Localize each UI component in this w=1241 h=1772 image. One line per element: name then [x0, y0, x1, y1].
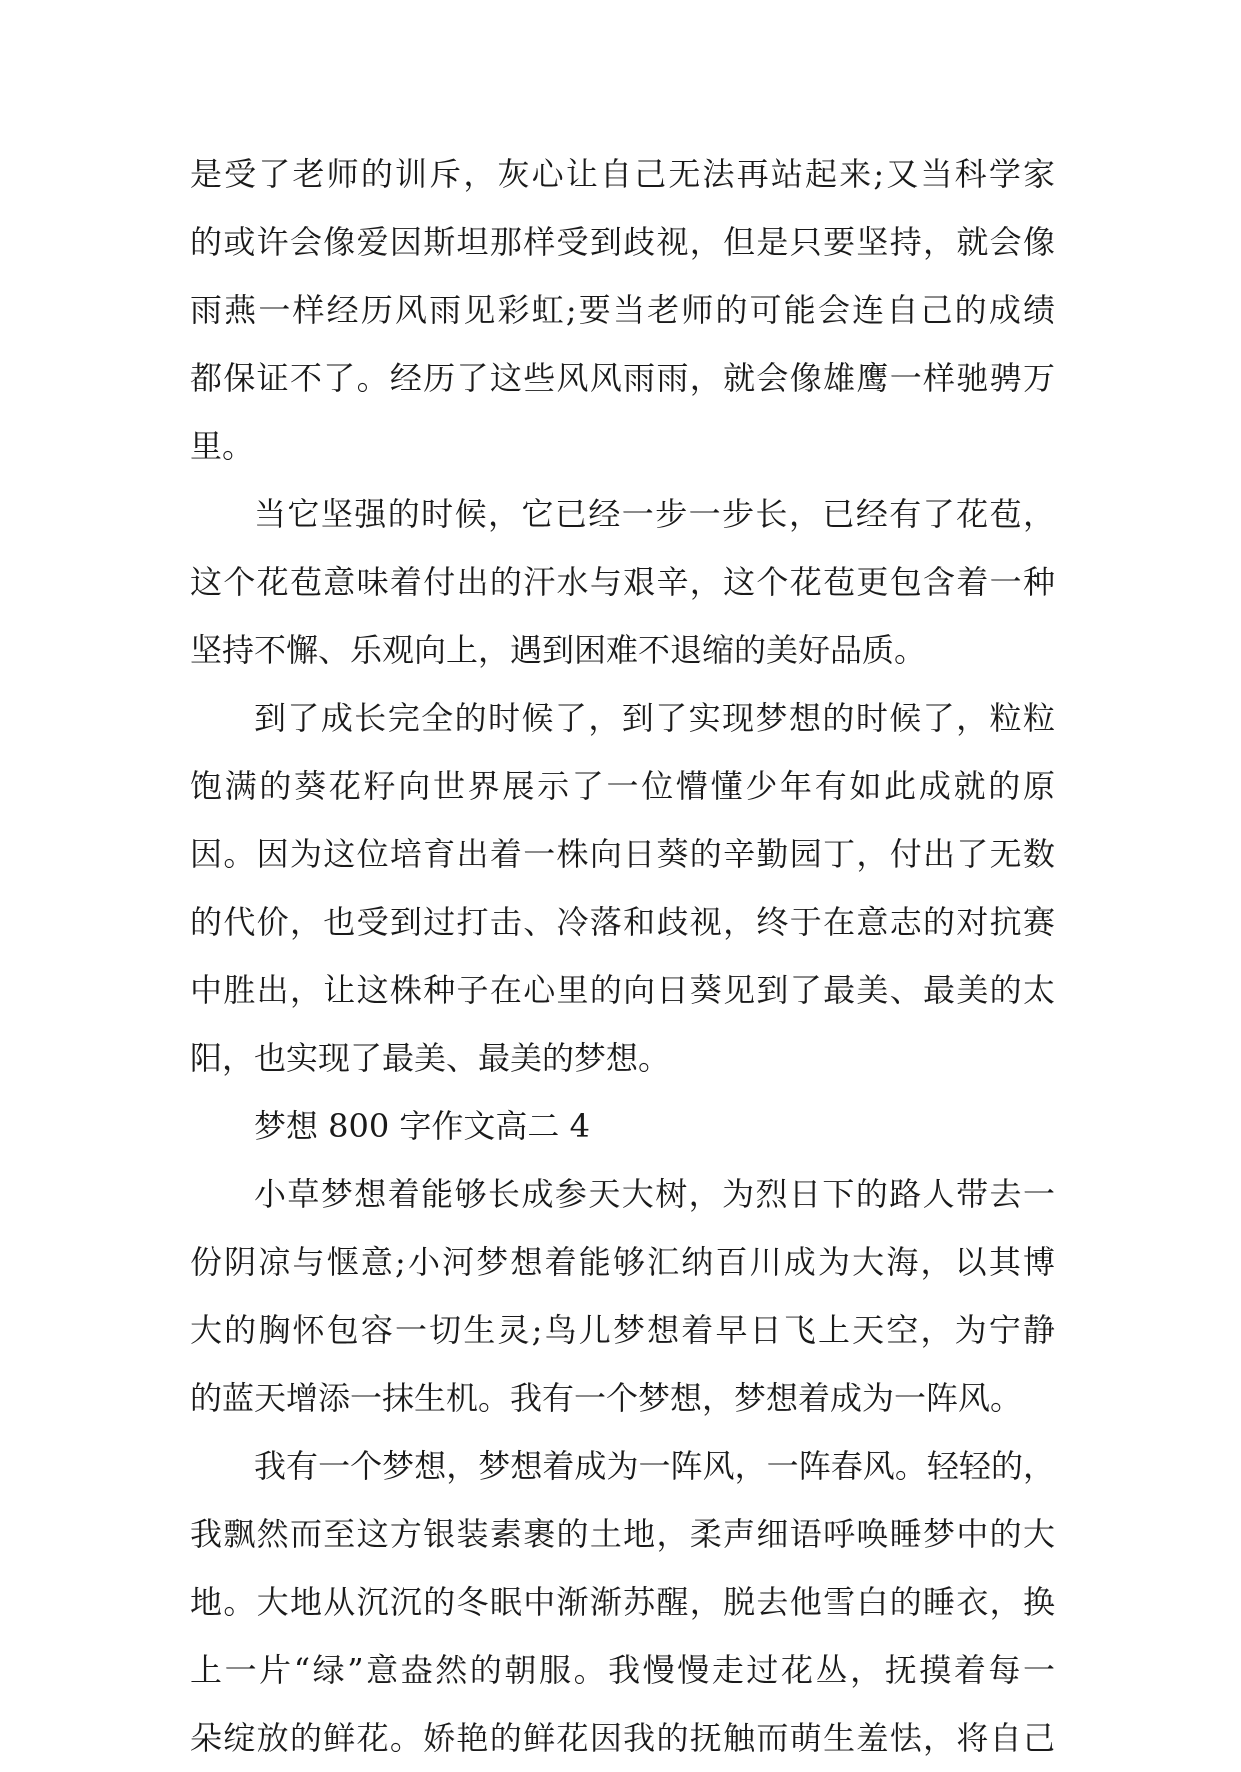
text-line: 雨燕一样经历风雨见彩虹;要当老师的可能会连自己的成绩: [190, 291, 1055, 329]
text-line: 都保证不了。经历了这些风风雨雨，就会像雄鹰一样驰骋万: [190, 359, 1055, 397]
paragraph-start-line: 我有一个梦想，梦想着成为一阵风，一阵春风。轻轻的，: [254, 1447, 1055, 1485]
text-line: 中胜出，让这株种子在心里的向日葵见到了最美、最美的太: [190, 971, 1055, 1009]
text-line: 坚持不懈、乐观向上，遇到困难不退缩的美好品质。: [190, 631, 927, 669]
text-line: 饱满的葵花籽向世界展示了一位懵懂少年有如此成就的原: [190, 767, 1055, 805]
text-line: 是受了老师的训斥，灰心让自己无法再站起来;又当科学家: [190, 155, 1055, 193]
text-line: 大的胸怀包容一切生灵;鸟儿梦想着早日飞上天空，为宁静: [190, 1311, 1055, 1349]
text-line: 的蓝天增添一抹生机。我有一个梦想，梦想着成为一阵风。: [190, 1379, 1023, 1417]
text-line: 份阴凉与惬意;小河梦想着能够汇纳百川成为大海，以其博: [190, 1243, 1055, 1281]
text-line: 上一片“绿”意盎然的朝服。我慢慢走过花丛，抚摸着每一: [190, 1651, 1055, 1689]
text-line: 里。: [190, 427, 255, 465]
text-line: 这个花苞意味着付出的汗水与艰辛，这个花苞更包含着一种: [190, 563, 1055, 601]
paragraph-start-line: 小草梦想着能够长成参天大树，为烈日下的路人带去一: [254, 1175, 1055, 1213]
section-heading: 梦想 800 字作文高二 4: [254, 1107, 590, 1145]
paragraph-start-line: 到了成长完全的时候了，到了实现梦想的时候了，粒粒: [254, 699, 1055, 737]
text-line: 的代价，也受到过打击、冷落和歧视，终于在意志的对抗赛: [190, 903, 1055, 941]
text-line: 因。因为这位培育出着一株向日葵的辛勤园丁，付出了无数: [190, 835, 1055, 873]
text-line: 朵绽放的鲜花。娇艳的鲜花因我的抚触而萌生羞怯，将自己: [190, 1719, 1055, 1757]
document-body: [190, 140, 1055, 1772]
text-line: 的或许会像爱因斯坦那样受到歧视，但是只要坚持，就会像: [190, 223, 1055, 261]
text-line: 阳，也实现了最美、最美的梦想。: [190, 1039, 671, 1077]
text-line: 我飘然而至这方银装素裹的土地，柔声细语呼唤睡梦中的大: [190, 1515, 1055, 1553]
paragraph-start-line: 当它坚强的时候，它已经一步一步长，已经有了花苞，: [254, 495, 1055, 533]
text-line: 地。大地从沉沉的冬眠中渐渐苏醒，脱去他雪白的睡衣，换: [190, 1583, 1055, 1621]
